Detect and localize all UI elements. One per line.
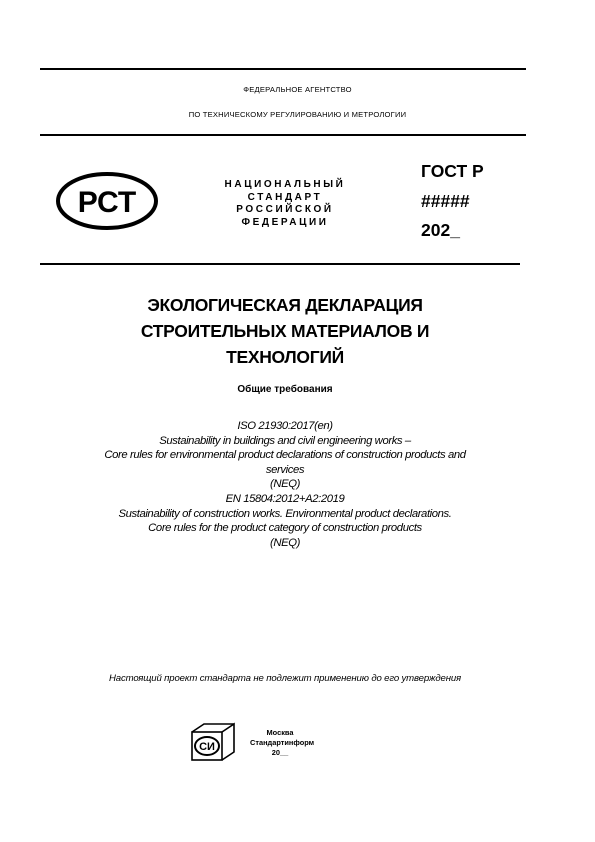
- reference-line: ISO 21930:2017(en): [237, 420, 333, 432]
- gost-year: 202_: [421, 220, 460, 240]
- national-line: ФЕДЕРАЦИИ: [241, 216, 329, 228]
- gost-prefix: ГОСТ Р: [421, 161, 484, 181]
- standartinform-logo-icon: [190, 722, 238, 762]
- title-line: ТЕХНОЛОГИЙ: [226, 347, 344, 367]
- national-standard-label: [190, 179, 380, 229]
- publisher-info: [250, 728, 315, 758]
- title-line: СТРОИТЕЛЬНЫХ МАТЕРИАЛОВ И: [140, 321, 430, 341]
- reference-line: Sustainability in buildings and civil engineering works –: [159, 434, 411, 447]
- document-title: [0, 292, 570, 370]
- top-rule: [40, 68, 526, 70]
- standartinform-logo-text: СИ: [199, 741, 215, 753]
- reference-line: EN 15804:2012+A2:2019: [225, 492, 345, 505]
- agency-name-line2: ПО ТЕХНИЧЕСКОМУ РЕГУЛИРОВАНИЮ И МЕТРОЛОГИИ: [188, 110, 407, 119]
- rst-logo-icon: [56, 172, 158, 230]
- publisher-name: Стандартинформ: [250, 738, 315, 747]
- header-rule: [40, 134, 526, 136]
- national-line: СТАНДАРТ: [247, 191, 323, 203]
- reference-line: (NEQ): [269, 536, 300, 549]
- gost-number: #####: [421, 191, 470, 211]
- national-line: РОССИЙСКОЙ: [236, 204, 334, 215]
- national-line: НАЦИОНАЛЬНЫЙ: [224, 179, 346, 190]
- reference-line: Core rules for environmental product declarations of construction products and: [104, 449, 466, 462]
- reference-line: (NEQ): [269, 478, 300, 491]
- document-subtitle: Общие требования: [237, 384, 333, 395]
- agency-name-line1: ФЕДЕРАЛЬНОЕ АГЕНТСТВО: [243, 85, 352, 94]
- reference-line: Core rules for the product category of construction products: [148, 522, 422, 535]
- title-line: ЭКОЛОГИЧЕСКАЯ ДЕКЛАРАЦИЯ: [147, 295, 423, 315]
- publisher-year: 20__: [271, 748, 289, 757]
- reference-line: Sustainability of construction works. Environmental product declarations.: [118, 507, 452, 520]
- draft-notice: Настоящий проект стандарта не подлежит применению до его утверждения: [108, 673, 462, 684]
- rst-logo-text: РСТ: [77, 186, 137, 219]
- standard-rule: [40, 263, 520, 265]
- reference-standards: [0, 419, 570, 550]
- reference-line: services: [265, 463, 305, 476]
- publisher-city: Москва: [266, 728, 294, 737]
